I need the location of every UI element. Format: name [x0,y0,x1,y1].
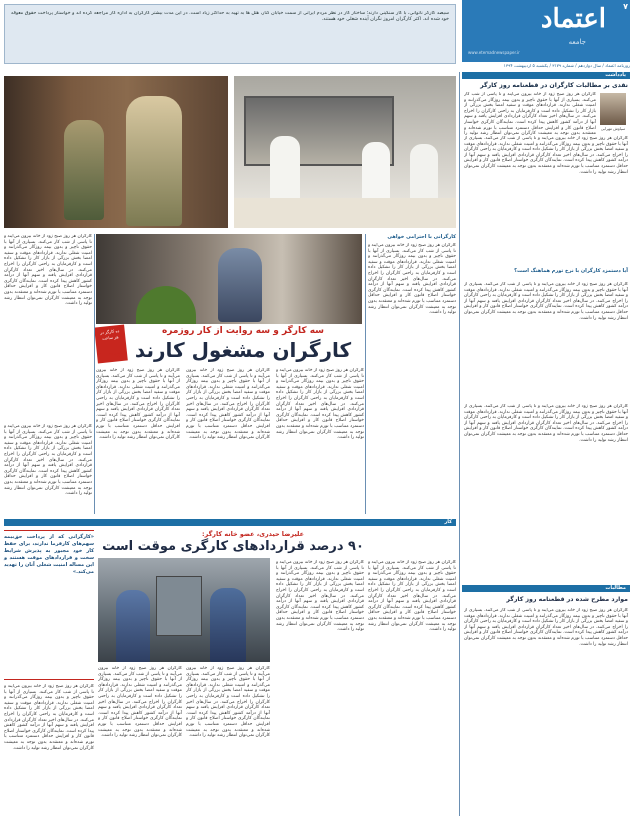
section-bar-notebook [462,72,630,79]
section-label-news: مطالبات [605,585,626,591]
badge-line-2: هر ساعت [101,334,119,341]
badge-line-1: ده کارگر در [99,328,120,336]
factory-worker-1 [116,590,150,662]
section-bar-news [462,585,630,592]
bottom-text-4: کارگران هر روز صبح زود از خانه بیرون می‌آیند و تا پاسی از شب کار می‌کنند. بسیاری از آنها با حقوق ناچیز و بدون بیمه روزگار می‌گذرانند و امنیت شغلی ندارند. قراردادهای موقت و سفید امضا بخش بزرگی از بازار کار را تشکیل داده است و کارفرمایان به راحتی کارگران را اخراج می‌کنند. در سال‌های اخیر تعداد کارگران قراردادی افزایش یافته و سهم آنها از درآمد کشور کاهش پیدا کرده است. نمایندگان کارگری خواستار اصلاح قانون کار و افزایش حداقل دستمزد متناسب با تورم شده‌اند و معتقدند بدون توجه به معیشت کارگران نمی‌توان انتظار رشد تولید را داشت. [368,560,456,633]
pullquote-text: «کارگرانی که از پرداخت حق‌بیمه سهم‌های کارفرما ندارند، برای حفظ کار خود مجبور به پذیرش شرایط سخت و قراردادهای موقت هستند و این مساله امنیت شغلی آنان را تهدید می‌کند.» [4,534,94,575]
worker-figure-2 [126,96,182,226]
main-text-3: کارگران هر روز صبح زود از خانه بیرون می‌آیند و تا پاسی از شب کار می‌کنند. بسیاری از آنها با حقوق ناچیز و بدون بیمه روزگار می‌گذرانند و امنیت شغلی ندارند. قراردادهای موقت و سفید امضا بخش بزرگی از بازار کار را تشکیل داده است و کارفرمایان به راحتی کارگران را اخراج می‌کنند. در سال‌های اخیر تعداد کارگران قراردادی افزایش یافته و سهم آنها از درآمد کشور کاهش پیدا کرده است. نمایندگان کارگری خواستار اصلاح قانون کار و افزایش حداقل دستمزد متناسب با تورم شده‌اند و معتقدند بدون توجه به معیشت کارگران نمی‌توان انتظار رشد تولید را داشت. [276,368,364,441]
bottom-left-text: کارگران هر روز صبح زود از خانه بیرون می‌آیند و تا پاسی از شب کار می‌کنند. بسیاری از آنها با حقوق ناچیز و بدون بیمه روزگار می‌گذرانند و امنیت شغلی ندارند. قراردادهای موقت و سفید امضا بخش بزرگی از بازار کار را تشکیل داده است و کارفرمایان به راحتی کارگران را اخراج می‌کنند. در سال‌های اخیر تعداد کارگران قراردادی افزایش یافته و سهم آنها از درآمد کشور کاهش پیدا کرده است. نمایندگان کارگری خواستار اصلاح قانون کار و افزایش حداقل دستمزد متناسب با تورم شده‌اند و معتقدند بدون توجه به معیشت کارگران نمی‌توان انتظار رشد تولید را داشت. [4,684,94,751]
sidebar-body-3: کارگران هر روز صبح زود از خانه بیرون می‌آیند و تا پاسی از شب کار می‌کنند. بسیاری از آنها با حقوق ناچیز و بدون بیمه روزگار می‌گذرانند و امنیت شغلی ندارند. قراردادهای موقت و سفید امضا بخش بزرگی از بازار کار را تشکیل داده است و کارفرمایان به راحتی کارگران را اخراج می‌کنند. در سال‌های اخیر تعداد کارگران قراردادی افزایش یافته و سهم آنها از درآمد کشور کاهش پیدا کرده است. نمایندگان کارگری خواستار اصلاح قانون کار و افزایش حداقل دستمزد متناسب با تورم شده‌اند و معتقدند بدون توجه به معیشت کارگران نمی‌توان انتظار رشد تولید را داشت. [464,282,628,321]
main-text-2: کارگران هر روز صبح زود از خانه بیرون می‌آیند و تا پاسی از شب کار می‌کنند. بسیاری از آنها با حقوق ناچیز و بدون بیمه روزگار می‌گذرانند و امنیت شغلی ندارند. قراردادهای موقت و سفید امضا بخش بزرگی از بازار کار را تشکیل داده است و کارفرمایان به راحتی کارگران را اخراج می‌کنند. در سال‌های اخیر تعداد کارگران قراردادی افزایش یافته و سهم آنها از درآمد کشور کاهش پیدا کرده است. نمایندگان کارگری خواستار اصلاح قانون کار و افزایش حداقل دستمزد متناسب با تورم شده‌اند و معتقدند بدون توجه به معیشت کارگران نمی‌توان انتظار رشد تولید را داشت. [186,368,270,441]
photo-bakery [234,76,456,228]
sidebar-body-1: کارگران هر روز صبح زود از خانه بیرون می‌آیند و تا پاسی از شب کار می‌کنند. بسیاری از آنها با حقوق ناچیز و بدون بیمه روزگار می‌گذرانند و امنیت شغلی ندارند. قراردادهای موقت و سفید امضا بخش بزرگی از بازار کار را تشکیل داده است و کارفرمایان به راحتی کارگران را اخراج می‌کنند. در سال‌های اخیر تعداد کارگران قراردادی افزایش یافته و سهم آنها از درآمد کشور کاهش پیدا کرده است. نمایندگان کارگری خواستار اصلاح قانون کار و افزایش حداقل دستمزد متناسب با تورم شده‌اند و معتقدند بدون توجه به معیشت کارگران نمی‌توان انتظار رشد تولید را [464,92,596,136]
column-divider [94,234,95,514]
factory-worker-2 [210,588,246,662]
interview-text: کارگران هر روز صبح زود از خانه بیرون می‌آیند و تا پاسی از شب کار می‌کنند. بسیاری از آنها با حقوق ناچیز و بدون بیمه روزگار می‌گذرانند و امنیت شغلی ندارند. قراردادهای موقت و سفید امضا بخش بزرگی از بازار کار را تشکیل داده است و کارفرمایان به راحتی کارگران را اخراج می‌کنند. در سال‌های اخیر تعداد کارگران قراردادی افزایش یافته و سهم آنها از درآمد کشور کاهش پیدا کرده است. نمایندگان کارگری خواستار اصلاح قانون کار و افزایش حداقل دستمزد متناسب با تورم شده‌اند و معتقدند بدون توجه به معیشت کارگران نمی‌توان انتظار رشد تولید را داشت. [368,243,456,316]
page-number: ۷ [623,2,628,11]
pullquote [4,530,94,680]
sidebar-question: آیا دستمزد کارگران با نرخ تورم هماهنگ است؟ [514,268,628,274]
site-url: www.etemadnewspaper.ir [468,50,520,55]
factory-machine [156,576,202,636]
sidebar-body-4: کارگران هر روز صبح زود از خانه بیرون می‌آیند و تا پاسی از شب کار می‌کنند. بسیاری از آنها با حقوق ناچیز و بدون بیمه روزگار می‌گذرانند و امنیت شغلی ندارند. قراردادهای موقت و سفید امضا بخش بزرگی از بازار کار را تشکیل داده است و کارفرمایان به راحتی کارگران را اخراج می‌کنند. در سال‌های اخیر تعداد کارگران قراردادی افزایش یافته و سهم آنها از درآمد کشور کاهش پیدا کرده است. نمایندگان کارگری خواستار اصلاح قانون کار و افزایش حداقل دستمزد متناسب با تورم شده‌اند و معتقدند بدون توجه به معیشت کارگران نمی‌توان انتظار رشد تولید را داشت. [464,404,628,443]
sidebar-story-title: نقدی بر مطالبات کارگران در قطعنامه روز کارگر [480,82,628,89]
worker-figure-1 [64,120,104,220]
intro-text: سیصد کارگر ناتوانی، با کار سنگینی دارند؛ ساختار کار در نظر مردم ایرانی از سمت خیابان کنار، هتل ها به تهیه به حداکثر زیاد است. در این مدت بیشتر کارگران به اداره کار مراجعه کرده اند و خواستار پرداخت حقوق معوقه خود شده اند. اکثر کارگران امروز نگران آینده شغلی خود هستند. [11,11,449,23]
edition-line: روزنامه اعتماد / سال دوازدهم / شماره ۳۱۷۹ / یکشنبه ۵ اردیبهشت ۱۳۹۴ [503,63,630,68]
section-label-workers: کار [444,519,452,525]
section-label: یادداشت [605,72,626,78]
bottom-text-3: کارگران هر روز صبح زود از خانه بیرون می‌آیند و تا پاسی از شب کار می‌کنند. بسیاری از آنها با حقوق ناچیز و بدون بیمه روزگار می‌گذرانند و امنیت شغلی ندارند. قراردادهای موقت و سفید امضا بخش بزرگی از بازار کار را تشکیل داده است و کارفرمایان به راحتی کارگران را اخراج می‌کنند. در سال‌های اخیر تعداد کارگران قراردادی افزایش یافته و سهم آنها از درآمد کشور کاهش پیدا کرده است. نمایندگان کارگری خواستار اصلاح قانون کار و افزایش حداقل دستمزد متناسب با تورم شده‌اند و معتقدند بدون توجه به معیشت کارگران نمی‌توان انتظار رشد تولید را داشت. [276,560,364,633]
section-bar-workers [4,519,456,526]
bottom-text-1: کارگران هر روز صبح زود از خانه بیرون می‌آیند و تا پاسی از شب کار می‌کنند. بسیاری از آنها با حقوق ناچیز و بدون بیمه روزگار می‌گذرانند و امنیت شغلی ندارند. قراردادهای موقت و سفید امضا بخش بزرگی از بازار کار را تشکیل داده است و کارفرمایان به راحتی کارگران را اخراج می‌کنند. در سال‌های اخیر تعداد کارگران قراردادی افزایش یافته و سهم آنها از درآمد کشور کاهش پیدا کرده است. نمایندگان کارگری خواستار اصلاح قانون کار و افزایش حداقل دستمزد متناسب با تورم شده‌اند و معتقدند بدون توجه به معیشت کارگران نمی‌توان انتظار رشد تولید را داشت. [98,666,182,739]
news-title: موارد مطرح شده در قطعنامه روز کارگر [506,596,628,603]
news-body: کارگران هر روز صبح زود از خانه بیرون می‌آیند و تا پاسی از شب کار می‌کنند. بسیاری از آنها با حقوق ناچیز و بدون بیمه روزگار می‌گذرانند و امنیت شغلی ندارند. قراردادهای موقت و سفید امضا بخش بزرگی از بازار کار را تشکیل داده است و کارفرمایان به راحتی کارگران را اخراج می‌کنند. در سال‌های اخیر تعداد کارگران قراردادی افزایش یافته و سهم آنها از درآمد کشور کاهش پیدا کرده است. نمایندگان کارگری خواستار اصلاح قانون کار و افزایش حداقل دستمزد متناسب با تورم شده‌اند و معتقدند بدون توجه به معیشت کارگران نمی‌توان انتظار رشد تولید را داشت. [464,608,628,647]
author-caption: سیاوش مهرابی [600,126,626,131]
bottom-text-2: کارگران هر روز صبح زود از خانه بیرون می‌آیند و تا پاسی از شب کار می‌کنند. بسیاری از آنها با حقوق ناچیز و بدون بیمه روزگار می‌گذرانند و امنیت شغلی ندارند. قراردادهای موقت و سفید امضا بخش بزرگی از بازار کار را تشکیل داده است و کارفرمایان به راحتی کارگران را اخراج می‌کنند. در سال‌های اخیر تعداد کارگران قراردادی افزایش یافته و سهم آنها از درآمد کشور کاهش پیدا کرده است. نمایندگان کارگری خواستار اصلاح قانون کار و افزایش حداقل دستمزد متناسب با تورم شده‌اند و معتقدند بدون توجه به معیشت کارگران نمی‌توان انتظار رشد تولید را داشت. [186,666,270,739]
bread-table [234,198,456,228]
main-kicker: سه کارگر و سه روایت از کار روزمره [161,326,325,336]
photo-factory [98,558,270,662]
column-divider [365,234,366,514]
logo-subtitle: جامعه [568,38,586,46]
plants [136,286,196,324]
badge-number: ۳۰۰۴۷۵۳ [98,352,124,359]
main-text-1: کارگران هر روز صبح زود از خانه بیرون می‌آیند و تا پاسی از شب کار می‌کنند. بسیاری از آنها با حقوق ناچیز و بدون بیمه روزگار می‌گذرانند و امنیت شغلی ندارند. قراردادهای موقت و سفید امضا بخش بزرگی از بازار کار را تشکیل داده است و کارفرمایان به راحتی کارگران را اخراج می‌کنند. در سال‌های اخیر تعداد کارگران قراردادی افزایش یافته و سهم آنها از درآمد کشور کاهش پیدا کرده است. نمایندگان کارگری خواستار اصلاح قانون کار و افزایش حداقل دستمزد متناسب با تورم شده‌اند و معتقدند بدون توجه به معیشت کارگران نمی‌توان انتظار رشد تولید را داشت. [96,368,180,441]
author-photo [600,93,626,125]
cleaner-figure [218,248,262,322]
masthead [462,0,630,62]
left-col-text-1: کارگران هر روز صبح زود از خانه بیرون می‌آیند و تا پاسی از شب کار می‌کنند. بسیاری از آنها با حقوق ناچیز و بدون بیمه روزگار می‌گذرانند و امنیت شغلی ندارند. قراردادهای موقت و سفید امضا بخش بزرگی از بازار کار را تشکیل داده است و کارفرمایان به راحتی کارگران را اخراج می‌کنند. در سال‌های اخیر تعداد کارگران قراردادی افزایش یافته و سهم آنها از درآمد کشور کاهش پیدا کرده است. نمایندگان کارگری خواستار اصلاح قانون کار و افزایش حداقل دستمزد متناسب با تورم شده‌اند و معتقدند بدون توجه به معیشت کارگران نمی‌توان انتظار رشد تولید را داشت. [4,234,92,307]
logo: اعتماد [540,4,606,34]
left-col-text-2: کارگران هر روز صبح زود از خانه بیرون می‌آیند و تا پاسی از شب کار می‌کنند. بسیاری از آنها با حقوق ناچیز و بدون بیمه روزگار می‌گذرانند و امنیت شغلی ندارند. قراردادهای موقت و سفید امضا بخش بزرگی از بازار کار را تشکیل داده است و کارفرمایان به راحتی کارگران را اخراج می‌کنند. در سال‌های اخیر تعداد کارگران قراردادی افزایش یافته و سهم آنها از درآمد کشور کاهش پیدا کرده است. نمایندگان کارگری خواستار اصلاح قانون کار و افزایش حداقل دستمزد متناسب با تورم شده‌اند و معتقدند بدون توجه به معیشت کارگران نمی‌توان انتظار رشد تولید را داشت. [4,424,92,497]
main-headline: کارگران مشغول کارند [134,338,352,362]
bottom-byline: علیرضا حیدری، عضو خانه کارگر: [202,530,304,538]
interview-question: کارگرانی با احترامی خواهی [387,234,456,240]
bottom-headline: ۹۰ درصد قراردادهای کارگری موقت است [102,539,364,554]
column-divider [459,72,460,816]
intro-banner [4,4,456,64]
sidebar-body-2: کارگران هر روز صبح زود از خانه بیرون می‌آیند و تا پاسی از شب کار می‌کنند. بسیاری از آنها با حقوق ناچیز و بدون بیمه روزگار می‌گذرانند و امنیت شغلی ندارند. قراردادهای موقت و سفید امضا بخش بزرگی از بازار کار را تشکیل داده است و کارفرمایان به راحتی کارگران را اخراج می‌کنند. در سال‌های اخیر تعداد کارگران قراردادی افزایش یافته و سهم آنها از درآمد کشور کاهش پیدا کرده است. نمایندگان کارگری خواستار اصلاح قانون کار و افزایش حداقل دستمزد متناسب با تورم شده‌اند و معتقدند بدون توجه به معیشت کارگران نمی‌توان انتظار رشد تولید را داشت. [464,136,628,175]
photo-workers-street [4,76,228,228]
photo-window-cleaner [96,234,362,324]
